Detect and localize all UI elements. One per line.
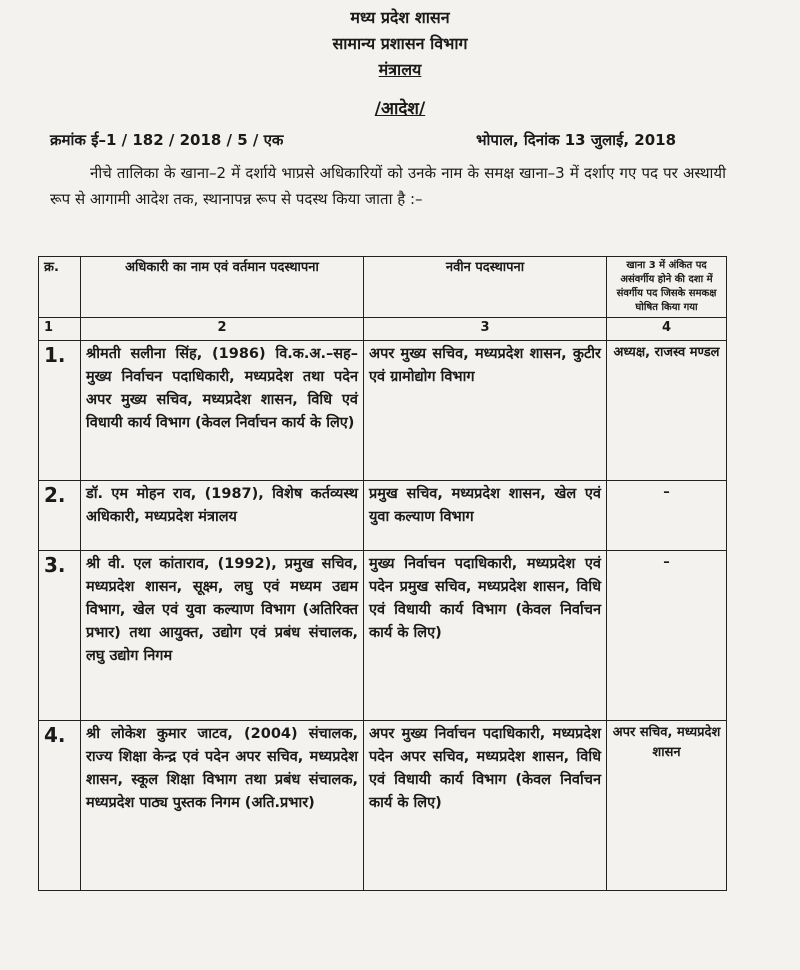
officer-cell <box>81 341 364 481</box>
column-number-row <box>39 318 727 341</box>
column-number: 4 <box>607 318 727 341</box>
table-header-row <box>39 257 727 318</box>
officer-cell <box>81 481 364 551</box>
table-row <box>39 721 727 891</box>
current-posting: प्रमुख सचिव, मध्यप्रदेश शासन, सूक्ष्म, लघु एवं मध्यम उद्यम विभाग, खेल एवं युवा कल्याण विभाग (अतिरिक्त प्रभार) तथा आयुक्त, उद्योग एवं प्रबंध संचालक, लघु उद्योग निगम <box>86 556 358 664</box>
new-posting: अपर मुख्य निर्वाचन पदाधिकारी, मध्यप्रदेश पदेन अपर सचिव, मध्यप्रदेश शासन, विधि एवं विधायी कार्य विभाग (केवल निर्वाचन कार्य के लिए) <box>364 721 607 891</box>
office-name-text: मंत्रालय <box>378 60 422 79</box>
column-number: 1 <box>39 318 81 341</box>
officer-cell <box>81 551 364 721</box>
table-row <box>39 551 727 721</box>
header-serial: क्र. <box>39 257 81 318</box>
order-reference-number: क्रमांक ई–1 / 182 / 2018 / 5 / एक <box>50 131 284 149</box>
header-officer-current-posting: अधिकारी का नाम एवं वर्तमान पदस्थापना <box>81 257 364 318</box>
equivalent-post: अपर सचिव, मध्यप्रदेश शासन <box>607 721 727 891</box>
new-posting: प्रमुख सचिव, मध्यप्रदेश शासन, खेल एवं युवा कल्याण विभाग <box>364 481 607 551</box>
header-new-posting: नवीन पदस्थापना <box>364 257 607 318</box>
government-name: मध्य प्रदेश शासन <box>350 8 450 27</box>
officer-cell <box>81 721 364 891</box>
equivalent-post: अध्यक्ष, राजस्व मण्डल <box>607 341 727 481</box>
order-paragraph: नीचे तालिका के खाना–2 में दर्शाये भाप्रसे अधिकारियों को उनके नाम के समक्ष खाना–3 में दर्शाए गए पद पर अस्थायी रूप से आगामी आदेश तक, स्थानापन्न रूप से पदस्थ किया जाता है :– <box>50 164 726 208</box>
column-number: 2 <box>81 318 364 341</box>
new-posting: अपर मुख्य सचिव, मध्यप्रदेश शासन, कुटीर एवं ग्रामोद्योग विभाग <box>364 341 607 481</box>
officer-name: श्री वी. एल कांताराव, (1992), <box>86 556 277 572</box>
order-title <box>0 96 800 119</box>
officer-name: डॉ. एम मोहन राव, (1987), <box>86 486 264 502</box>
equivalent-post: – <box>607 551 727 721</box>
row-serial: 1. <box>39 341 81 481</box>
order-place-date: भोपाल, दिनांक 13 जुलाई, 2018 <box>476 131 677 149</box>
table-row <box>39 481 727 551</box>
current-posting: विशेष कर्तव्यस्थ अधिकारी, मध्यप्रदेश मंत्रालय <box>86 486 358 525</box>
row-serial: 4. <box>39 721 81 891</box>
current-posting: (2004) संचालक, राज्य शिक्षा केन्द्र एवं पदेन अपर सचिव, मध्यप्रदेश शासन, स्कूल शिक्षा विभाग तथा प्रबंध संचालक, मध्यप्रदेश पाठ्य पुस्तक निगम (अति.प्रभार) <box>86 726 358 811</box>
officer-name: श्री लोकेश कुमार जाटव, <box>86 726 233 742</box>
order-title-text: /आदेश/ <box>374 99 426 119</box>
office-name <box>0 58 800 80</box>
officer-name: श्रीमती सलीना सिंह, (1986) <box>86 346 266 362</box>
header-equivalent-post: खाना 3 में अंकित पद असंवर्गीय होने की दशा में संवर्गीय पद जिसके समकक्ष घोषित किया गया <box>607 257 727 318</box>
posting-table <box>38 256 727 891</box>
new-posting: मुख्य निर्वाचन पदाधिकारी, मध्यप्रदेश एवं पदेन प्रमुख सचिव, मध्यप्रदेश शासन, विधि एवं विधायी कार्य विभाग (केवल निर्वाचन कार्य के लिए) <box>364 551 607 721</box>
current-posting: वि.क.अ.–सह–मुख्य निर्वाचन पदाधिकारी, मध्यप्रदेश तथा पदेन अपर मुख्य सचिव, मध्यप्रदेश शासन, विधि एवं विधायी कार्य विभाग (केवल निर्वाचन कार्य के लिए) <box>86 346 358 431</box>
equivalent-post: – <box>607 481 727 551</box>
row-serial: 3. <box>39 551 81 721</box>
department-name: सामान्य प्रशासन विभाग <box>332 34 468 53</box>
table-row <box>39 341 727 481</box>
row-serial: 2. <box>39 481 81 551</box>
column-number: 3 <box>364 318 607 341</box>
